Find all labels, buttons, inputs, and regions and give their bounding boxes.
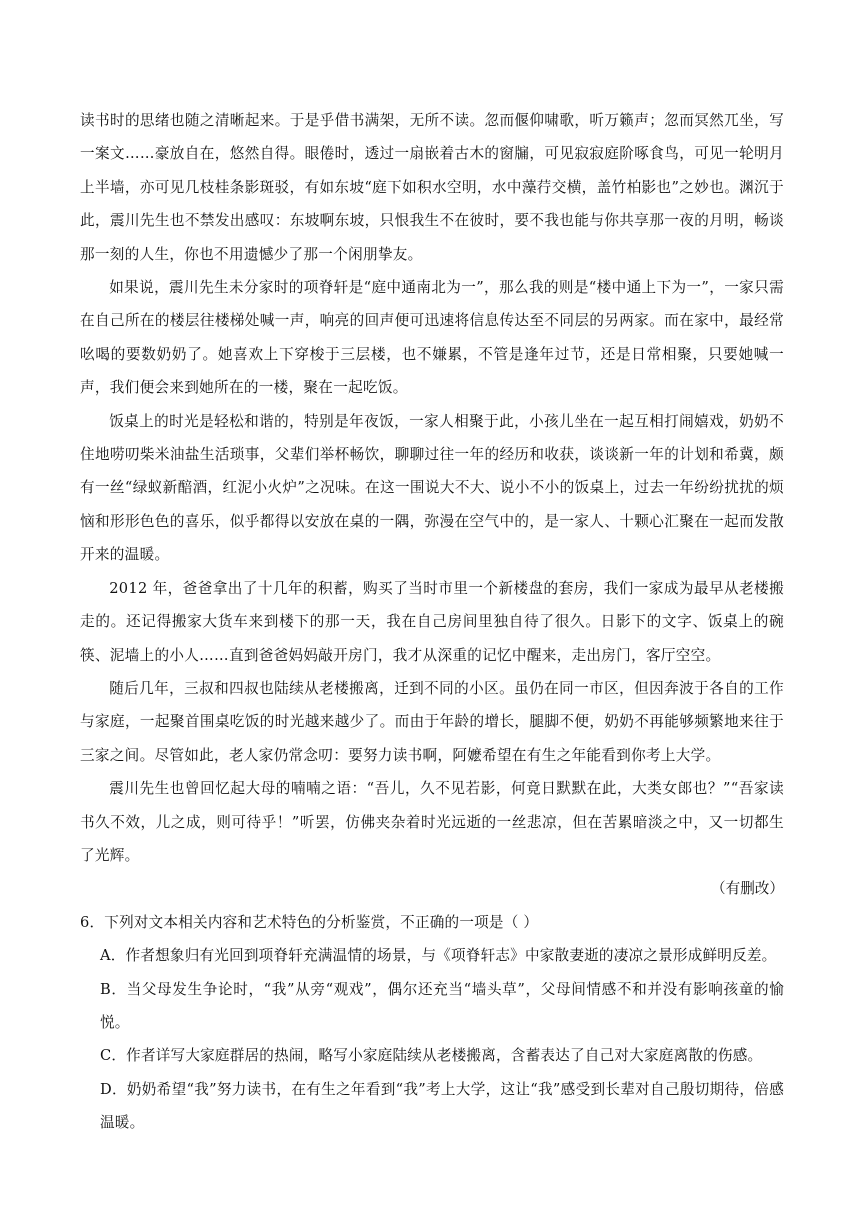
passage-paragraph-1: 读书时的思绪也随之清晰起来。于是乎借书满架，无所不读。忽而偃仰啸歌，听万籁声；忽而冥然兀坐，写一案文……豪放自在，悠然自得。眼倦时，透过一扇嵌着古木的窗牖，可见寂寂庭阶啄食鸟，可见一轮明月上半墙，亦可见几枝桂条影斑驳，有如东坡“庭下如积水空明，水中藻荇交横，盖竹柏影也”之妙也。渊沉于此，震川先生也不禁发出感叹：东坡啊东坡，只恨我生不在彼时，要不我也能与你共享那一夜的月明，畅谈那一刻的人生，你也不用遗憾少了那一个闲朋挚友。 bbox=[80, 112, 784, 263]
passage-paragraph-3: 饭桌上的时光是轻松和谐的，特别是年夜饭，一家人相聚于此，小孩儿坐在一起互相打闹嬉戏，奶奶不住地唠叨柴米油盐生活琐事，父辈们举杯畅饮，聊聊过往一年的经历和收获，谈谈新一年的计划和希冀，颇有一丝“绿蚁新醅酒，红泥小火炉”之况味。在这一围说大不大、说小不小的饭桌上，过去一年纷纷扰扰的烦恼和形形色色的喜乐，似乎都得以安放在桌的一隅，弥漫在空气中的，是一家人、十颗心汇聚在一起而发散开来的温暖。 bbox=[80, 412, 784, 564]
passage-paragraph-4: 2012 年，爸爸拿出了十几年的积蓄，购买了当时市里一个新楼盘的套房，我们一家成为最早从老楼搬走的。还记得搬家大货车来到楼下的那一天，我在自己房间里独自待了很久。日影下的文字、饭桌上的碗筷、泥墙上的小人……直到爸爸妈妈敲开房门，我才从深重的记忆中醒来，走出房门，客厅空空。 bbox=[80, 579, 784, 664]
option-b: B．当父母发生争论时，“我”从旁“观戏”，偶尔还充当“墙头草”，父母间情感不和并没有影响孩童的愉悦。 bbox=[100, 980, 784, 1031]
option-d: D．奶奶希望“我”努力读书，在有生之年看到“我”考上大学，这让“我”感受到长辈对自己殷切期待，倍感温暖。 bbox=[100, 1080, 784, 1132]
passage-paragraph-6: 震川先生也曾回忆起大母的喃喃之语：“吾儿，久不见若影，何竟日默默在此，大类女郎也？”“吾家读书久不效，儿之成，则可待乎！”听罢，仿佛夹杂着时光远逝的一丝悲凉，但在苦累暗淡之中，又一切都生了光辉。 bbox=[80, 780, 784, 864]
passage-paragraph-2: 如果说，震川先生未分家时的项脊轩是“庭中通南北为一”，那么我的则是“楼中通上下为一”，一家只需在自己所在的楼层往楼梯处喊一声，响亮的回声便可迅速将信息传达至不同层的另两家。而在家中，最经常吆喝的要数奶奶了。她喜欢上下穿梭于三层楼，也不嫌累，不管是逢年过节，还是日常相聚，只要她喊一声，我们便会来到她所在的一楼，聚在一起吃饭。 bbox=[80, 279, 784, 397]
document-page bbox=[80, 104, 784, 1140]
question-6 bbox=[80, 906, 784, 1140]
question-stem: 6．下列对文本相关内容和艺术特色的分析鉴赏，不正确的一项是（ ） bbox=[80, 913, 539, 931]
option-c: C．作者详写大家庭群居的热闹，略写小家庭陆续从老楼搬离，含蓄表达了自己对大家庭离散的伤感。 bbox=[100, 1047, 763, 1065]
option-a: A．作者想象归有光回到项脊轩充满温情的场景，与《项脊轩志》中家散妻逝的凄凉之景形成鲜明反差。 bbox=[100, 947, 777, 965]
passage-paragraph-5: 随后几年，三叔和四叔也陆续从老楼搬离，迁到不同的小区。虽仍在同一市区，但因奔波于各自的工作与家庭，一起聚首围桌吃饭的时光越来越少了。而由于年龄的增长，腿脚不便，奶奶不再能够频繁地来往于三家之间。尽管如此，老人家仍常念叨：要努力读书啊，阿嬷希望在有生之年能看到你考上大学。 bbox=[80, 679, 784, 764]
source-note: （有删改） bbox=[711, 880, 784, 898]
